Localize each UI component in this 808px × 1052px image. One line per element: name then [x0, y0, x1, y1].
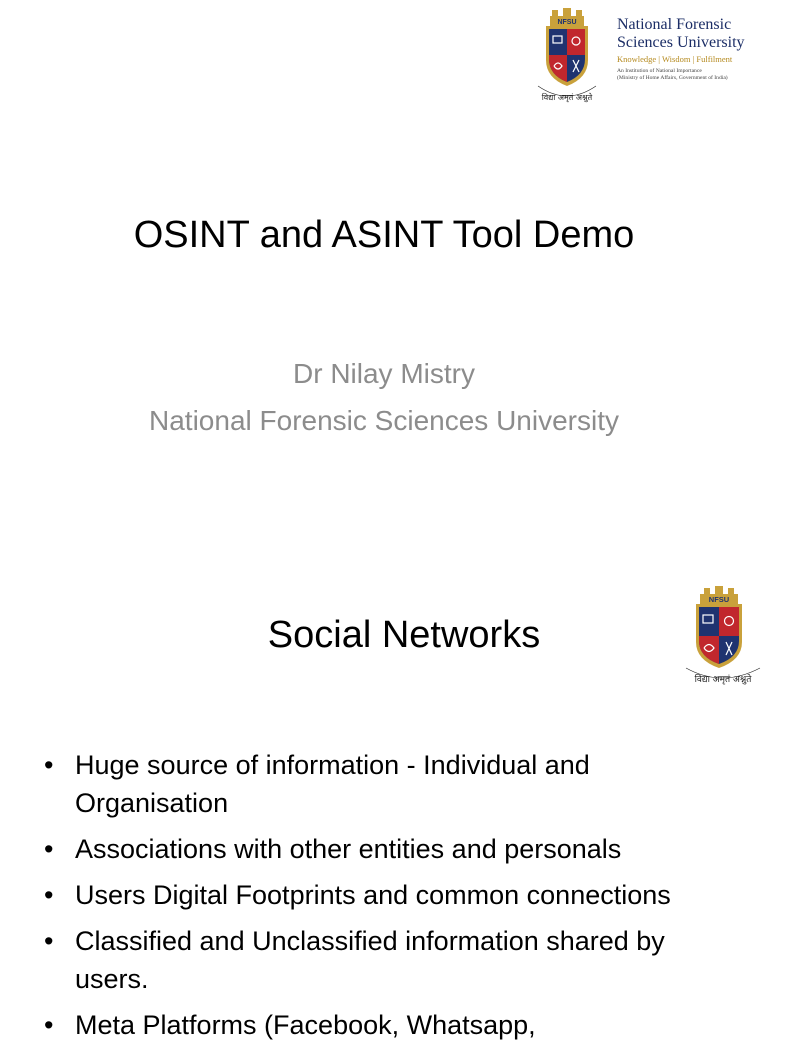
note-line-1: An Institution of National Importance	[617, 68, 702, 74]
university-logo	[538, 8, 766, 108]
list-item-text: Classified and Unclassified information shared by users.	[75, 926, 665, 994]
nfsu-shield-icon	[538, 8, 612, 108]
list-item-text: Huge source of information - Individual and Organisation	[75, 750, 590, 818]
bullet-icon: •	[44, 926, 54, 956]
bullet-icon: •	[44, 1010, 54, 1040]
note-line-2: (Ministry of Home Affairs, Government of India)	[617, 75, 728, 81]
slide-title: OSINT and ASINT Tool Demo	[133, 214, 635, 256]
list-item-text: Users Digital Footprints and common connections	[75, 880, 671, 910]
svg-text:NFSU: NFSU	[557, 19, 577, 26]
list-item	[44, 830, 744, 868]
bullet-list	[44, 746, 744, 1052]
svg-text:विद्या अमृतं अश्नुते: विद्या अमृतं अश्नुते	[541, 93, 593, 102]
title-slide	[0, 0, 768, 540]
slide-title: Social Networks	[267, 614, 541, 656]
university-name: National Forensic Sciences University	[617, 16, 745, 51]
author-affiliation: National Forensic Sciences University	[149, 405, 619, 436]
bullet-icon: •	[44, 834, 54, 864]
list-item	[44, 876, 744, 914]
nfsu-shield-icon	[684, 584, 764, 688]
bullet-icon: •	[44, 880, 54, 910]
svg-text:NFSU: NFSU	[708, 595, 730, 604]
university-note	[617, 68, 767, 82]
list-item	[44, 922, 744, 998]
content-slide	[0, 560, 768, 1040]
list-item-text: Associations with other entities and personals	[75, 834, 622, 864]
svg-text:विद्या अमृतं अश्नुते: विद्या अमृतं अश्नुते	[694, 675, 752, 685]
university-tagline: Knowledge | Wisdom | Fulfilment	[617, 54, 733, 64]
list-item	[44, 1006, 744, 1044]
author-name: Dr Nilay Mistry	[293, 358, 475, 389]
list-item-text: Meta Platforms (Facebook, Whatsapp,	[75, 1010, 536, 1040]
bullet-icon: •	[44, 750, 54, 780]
list-item	[44, 746, 744, 822]
